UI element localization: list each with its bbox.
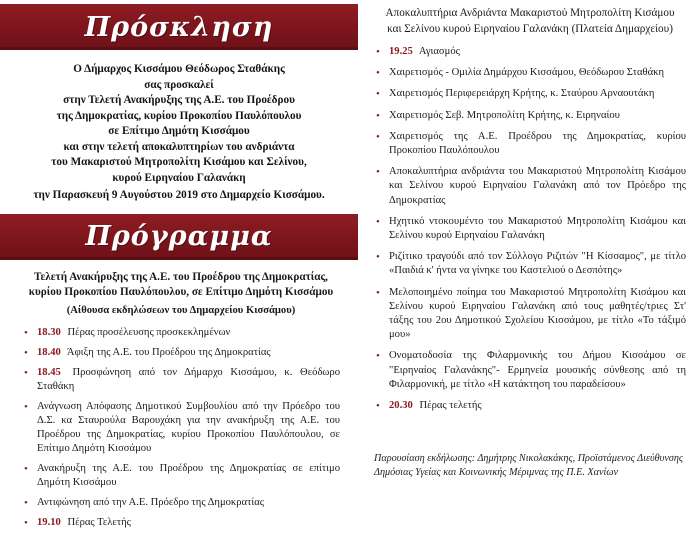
list-item — [374, 399, 686, 413]
program-item-list — [22, 326, 340, 530]
invitation-banner — [0, 4, 358, 50]
item-time: 19.25 — [389, 46, 413, 57]
list-item — [22, 516, 340, 530]
invitation-banner-title: Πρόσκληση — [84, 11, 274, 43]
item-text: Χαιρετισμός Περιφερειάρχη Κρήτης, κ. Σταύρου Αρναουτάκη — [389, 88, 655, 100]
list-item — [374, 215, 686, 243]
list-item — [374, 109, 686, 123]
list-item — [374, 349, 686, 392]
presenter-note: Παρουσίαση εκδήλωσης: Δημήτρης Νικολακάκης, Προϊστάμενος Διεύθυνσης Δημόσιας Υγείας και Κοινωνικής Μέριμνας της Π.Ε. Χανίων — [374, 453, 684, 478]
invitation-line-1: Ο Δήμαρχος Κισσάμου Θεόδωρος Σταθάκης — [73, 63, 285, 75]
bullet-icon: • — [24, 346, 28, 359]
program-subtitle: (Αίθουσα εκδηλώσεων του Δημαρχείου Κισσάμου) — [66, 304, 296, 316]
bullet-icon: • — [376, 166, 380, 179]
bullet-icon: • — [24, 462, 28, 475]
bullet-icon: • — [376, 286, 380, 299]
bullet-icon: • — [376, 251, 380, 264]
program-block — [0, 260, 358, 542]
item-text: Αποκαλυπτήρια ανδριάντα του Μακαριστού Μητροπολίτη Κισάμου και Σελίνου κυρού Ειρηναίου Γαλανάκη από τον Πρόεδρο της Δημοκρατίας — [389, 166, 686, 206]
list-item — [374, 45, 686, 59]
bullet-icon: • — [24, 366, 28, 379]
unveiling-item-list — [374, 45, 686, 413]
invitation-line-3: στην Τελετή Ανακήρυξης της Α.Ε. του Προέδρου — [63, 94, 295, 106]
list-item — [22, 326, 340, 340]
item-text: Ονοματοδοσία της Φιλαρμονικής του Δήμου Κισσάμου σε "Ειρηναίος Γαλανάκης"- Ερμηνεία μουσικής σύνθεσης από τη Φιλαρμονική, με τίτλο «Η κατάκτηση του παραδείσου» — [389, 350, 686, 390]
bullet-icon: • — [24, 400, 28, 413]
program-banner-title: Πρόγραμμα — [85, 221, 273, 252]
invitation-line-6: και στην τελετή αποκαλυπτηρίων του ανδριάντα — [63, 140, 295, 153]
item-text: Χαιρετισμός της Α.Ε. Προέδρου της Δημοκρατίας, κυρίου Προκοπίου Παυλόπουλου — [389, 130, 686, 157]
list-item — [374, 250, 686, 278]
list-item — [22, 462, 340, 490]
item-text: Πέρας Τελετής — [67, 516, 131, 528]
invitation-text-block — [0, 50, 358, 214]
bullet-icon: • — [376, 350, 380, 363]
bullet-icon: • — [376, 46, 380, 58]
bullet-icon: • — [376, 109, 380, 122]
item-text: Ριζίτικο τραγούδι από τον Σύλλογο Ριζιτών "Η Κίσσαμος", με τίτλο «Παιδιά κ' ήντα να γίνηκε του Καστελιού ο Δεσπότης» — [389, 251, 686, 277]
right-column — [366, 0, 700, 494]
item-text: Ηχητικό ντοκουμέντο του Μακαριστού Μητροπολίτη Κισάμου και Σελίνου κυρού Ειρηναίου Γαλανάκη — [389, 215, 686, 242]
invitation-line-7: του Μακαριστού Μητροπολίτη Κισάμου και Σελίνου, — [51, 156, 307, 168]
item-text: Πέρας προσέλευσης προσκεκλημένων — [67, 326, 231, 338]
list-item — [22, 400, 340, 456]
item-text: Χαιρετισμός - Ομιλία Δημάρχου Κισσάμου, Θεόδωρου Σταθάκη — [389, 67, 665, 79]
invitation-line-5: σε Επίτιμο Δημότη Κισσάμου — [108, 125, 250, 137]
item-text: Ανακήρυξη της Α.Ε. του Προέδρου της Δημοκρατίας σε επίτιμο Δημότη Κισσάμου — [37, 462, 340, 488]
program-banner — [0, 214, 358, 260]
program-title: Τελετή Ανακήρυξης της Α.Ε. του Προέδρου της Δημοκρατίας, κυρίου Προκοπίου Παυλόπουλου, σε Επίτιμο Δημότη Κισσάμου — [28, 270, 334, 298]
item-time: 19.10 — [37, 516, 61, 528]
item-time: 18.30 — [37, 326, 61, 338]
list-item — [22, 346, 340, 360]
invitation-line-8: κυρού Ειρηναίου Γαλανάκη — [112, 171, 246, 184]
item-text: Χαιρετισμός Σεβ. Μητροπολίτη Κρήτης, κ. Ειρηναίου — [389, 109, 620, 121]
list-item — [374, 165, 686, 208]
bullet-icon: • — [376, 400, 380, 413]
bullet-icon: • — [24, 496, 28, 509]
invitation-line-4: της Δημοκρατίας, κυρίου Προκοπίου Παυλόπουλου — [56, 109, 302, 122]
list-item — [374, 87, 686, 101]
list-item — [374, 130, 686, 158]
invitation-line-2: σας προσκαλεί — [144, 78, 214, 91]
item-text: Αγιασμός — [418, 46, 460, 57]
list-item — [374, 66, 686, 80]
item-text: Άφιξη της Α.Ε. του Προέδρου της Δημοκρατίας — [66, 346, 271, 358]
item-time: 20.30 — [389, 400, 413, 412]
list-item — [22, 366, 340, 394]
bullet-icon: • — [24, 516, 28, 529]
item-time: 18.45 — [37, 366, 61, 378]
left-column — [0, 0, 358, 529]
unveiling-heading: Αποκαλυπτήρια Ανδριάντα Μακαριστού Μητροπολίτη Κισάμου και Σελίνου κυρού Ειρηναίου Γαλανάκη (Πλατεία Δημαρχείου) — [385, 7, 675, 35]
item-time: 18.40 — [37, 346, 61, 358]
bullet-icon: • — [376, 88, 380, 101]
bullet-icon: • — [376, 67, 380, 80]
item-text: Μελοποιημένο ποίημα του Μακαριστού Μητροπολίτη Κισάμου και Σελίνου κυρού Ειρηναίου Γαλανάκη από τους μαθητές/τριες Στ' τάξης του 2ου Δημοτικού Σχολείου Κισσάμου, με τίτλο «Το τάξιμό μου» — [389, 286, 686, 341]
invitation-line-9: την Παρασκευή 9 Αυγούστου 2019 στο Δημαρχείο Κισσάμου. — [33, 189, 325, 201]
item-text: Αντιφώνηση από την Α.Ε. Πρόεδρο της Δημοκρατίας — [37, 496, 264, 508]
item-text: Προσφώνηση από τον Δήμαρχο Κισσάμου, κ. Θεόδωρο Σταθάκη — [37, 366, 340, 392]
list-item — [22, 496, 340, 510]
bullet-icon: • — [376, 130, 380, 143]
bullet-icon: • — [24, 326, 28, 339]
bullet-icon: • — [376, 215, 380, 228]
item-text: Ανάγνωση Απόφασης Δημοτικού Συμβουλίου από την Πρόεδρο του Δ.Σ. κα Σταυρούλα Βαρουχάκη για την ανακήρυξη της Α.Ε. του Προέδρου της Δημοκρατίας, κυρίου Προκοπίου Παυλόπουλου, σε Επίτιμο Δημότη Κισσάμου — [37, 400, 340, 454]
item-text: Πέρας τελετής — [419, 400, 482, 412]
list-item — [374, 286, 686, 343]
